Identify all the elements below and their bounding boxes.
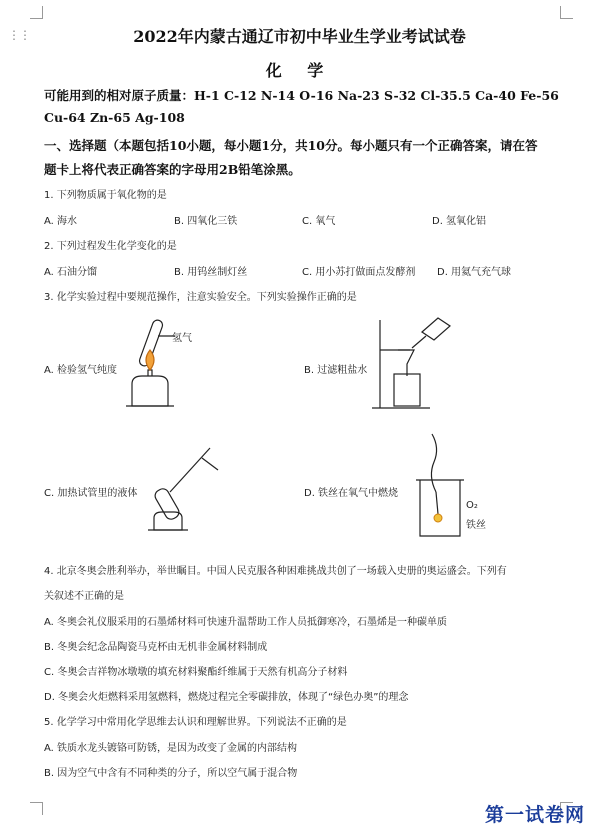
q4-option-a: A. 冬奥会礼仪服采用的石墨烯材料可快速升温帮助工作人员抵御寒冷，石墨烯是一种碳单质 (44, 617, 448, 628)
question-4-stem-line2: 关叙述不正确的是 (44, 591, 124, 602)
q4-option-c: C. 冬奥会吉祥物冰墩墩的填充材料聚酯纤维属于天然有机高分子材料 (44, 667, 348, 678)
figure-b-filtration (370, 312, 460, 412)
fig-d-o2-label: O₂ (466, 500, 478, 511)
section-instructions-line2: 题卡上将代表正确答案的字母用2B铅笔涂黑。 (44, 162, 301, 177)
section-instructions-line1: 一、选择题（本题包括10小题，每小题1分，共10分。每小题只有一个正确答案，请在答 (44, 138, 538, 153)
question-1-stem: 1. 下列物质属于氧化物的是 (44, 190, 167, 201)
exam-title: 2022年内蒙古通辽市初中毕业生学业考试试卷 (133, 27, 466, 46)
question-5-stem: 5. 化学学习中常用化学思维去认识和理解世界。下列说法不正确的是 (44, 717, 347, 728)
q2-option-b: B. 用钨丝制灯丝 (174, 267, 248, 278)
q4-option-b: B. 冬奥会纪念品陶瓷马克杯由无机非金属材料制成 (44, 642, 268, 653)
fig-d-wire-label: 铁丝 (466, 520, 486, 531)
q1-option-d: D. 氢氧化铝 (432, 216, 487, 227)
q2-option-d: D. 用氦气充气球 (437, 267, 512, 278)
q2-option-c: C. 用小苏打做面点发酵剂 (302, 267, 416, 278)
q3-option-a: A. 检验氢气纯度 (44, 365, 118, 376)
q1-option-c: C. 氧气 (302, 216, 336, 227)
question-4-stem-line1: 4. 北京冬奥会胜利举办，举世瞩目。中国人民克服各种困难挑战共创了一场载入史册的奥运盛会。下列有 (44, 566, 507, 577)
crop-mark-top-right (560, 6, 573, 19)
q1-option-a: A. 海水 (44, 216, 78, 227)
drag-handle-icon[interactable]: ⋮⋮ (8, 28, 30, 42)
atomic-masses-line2: Cu-64 Zn-65 Ag-108 (44, 110, 185, 125)
figure-c-heating-liquid (140, 440, 230, 535)
crop-mark-bottom-left (30, 802, 43, 815)
q3-option-b: B. 过滤粗盐水 (304, 365, 368, 376)
q5-option-a: A. 铁质水龙头镀铬可防锈，是因为改变了金属的内部结构 (44, 743, 298, 754)
q1-option-b: B. 四氧化三铁 (174, 216, 238, 227)
question-2-stem: 2. 下列过程发生化学变化的是 (44, 241, 177, 252)
atomic-masses-line1: 可能用到的相对原子质量：H-1 C-12 N-14 O-16 Na-23 S-32 Cl-35.5 Ca-40 Fe-56 (44, 88, 559, 103)
fig-a-hydrogen-label: 氢气 (172, 333, 192, 344)
crop-mark-top-left (30, 6, 43, 19)
subject-title: 化 学 (265, 61, 334, 80)
watermark-logo: 第一试卷网 (484, 804, 585, 826)
q3-option-d: D. 铁丝在氧气中燃烧 (304, 488, 399, 499)
q3-option-c: C. 加热试管里的液体 (44, 488, 138, 499)
figure-d-iron-burning (412, 432, 472, 542)
q2-option-a: A. 石油分馏 (44, 267, 98, 278)
question-3-stem: 3. 化学实验过程中要规范操作，注意实验安全。下列实验操作正确的是 (44, 292, 357, 303)
q4-option-d: D. 冬奥会火炬燃料采用氢燃料，燃烧过程完全零碳排放，体现了“绿色办奥”的理念 (44, 692, 409, 703)
q5-option-b: B. 因为空气中含有不同种类的分子，所以空气属于混合物 (44, 768, 298, 779)
